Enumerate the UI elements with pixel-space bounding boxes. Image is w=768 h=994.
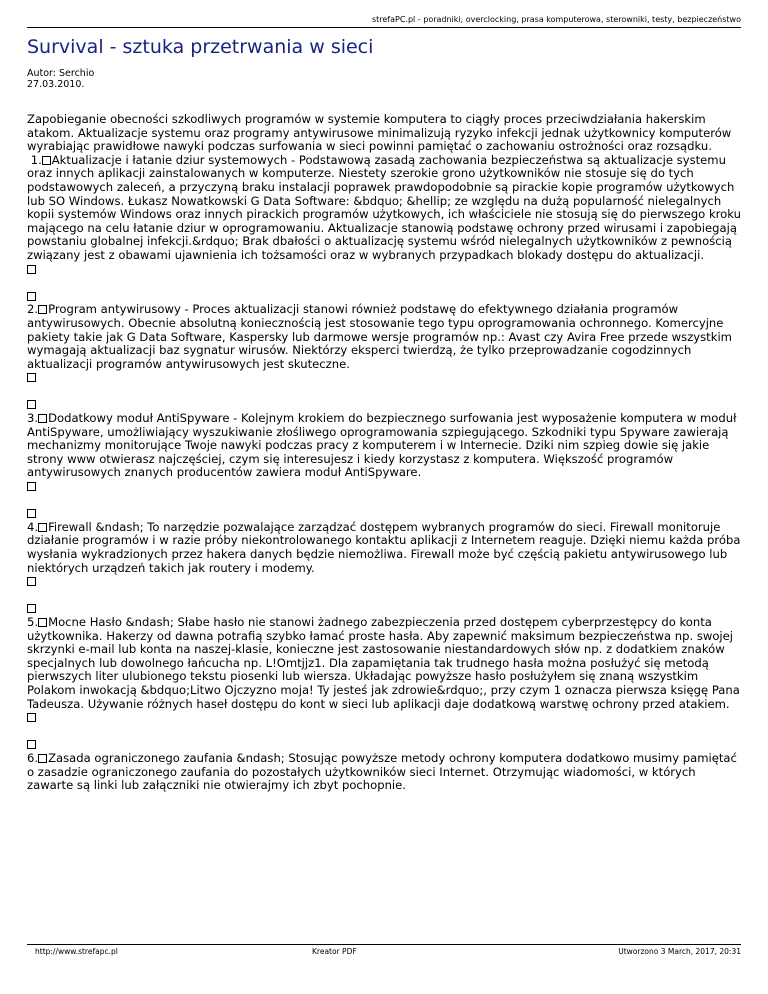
section-3 bbox=[27, 412, 741, 480]
missing-glyph-icon bbox=[38, 754, 47, 763]
article-author: Autor: Serchio bbox=[27, 68, 95, 79]
missing-glyph-icon bbox=[27, 713, 36, 722]
spacer bbox=[27, 494, 741, 508]
page-header: strefaPC.pl - poradniki, overclocking, prasa komputerowa, sterowniki, testy, bezpieczeństwo bbox=[371, 15, 741, 24]
footer-generator: Kreator PDF bbox=[312, 947, 357, 956]
section-text: Firewall &ndash; To narzędzie pozwalające zarządzać dostępem wybranych programów do sieci. Firewall monitoruje działanie programów i w razie próby niekontrolowanego kontaktu aplikacji z Internetem reaguje. Dzięki niemu każda próba wysłania wykradzionych przez hakera danych będzie niemożliwa. Firewall może być częścią pakietu antywirusowego lub niektórych urządzeń takich jak routery i modemy. bbox=[27, 519, 741, 575]
section-6 bbox=[27, 752, 741, 793]
missing-glyph-icon bbox=[38, 305, 47, 314]
section-4 bbox=[27, 521, 741, 575]
section-text: Dodatkowy moduł AntiSpyware - Kolejnym krokiem do bezpiecznego surfowania jest wyposażenie komputera w moduł AntiSpyware, umożliwiający wyszukiwanie złośliwego oprogramowania szpiegującego. Szkodniki typu Spyware zawierają mechanizmy monitorujące Twoje nawyki podczas pracy z komputerem i w Internecie. Dziki nim szpieg dowie się jakie strony www otwierasz najczęściej, czym się interesujesz i kiedy korzystasz z komputera. Większość programów antywirusowych znanych producentów zawiera moduł AntiSpyware. bbox=[27, 411, 737, 480]
separator-line bbox=[27, 371, 741, 385]
separator-line bbox=[27, 290, 741, 304]
separator-line bbox=[27, 711, 741, 725]
footer-created: Utworzono 3 March, 2017, 20:31 bbox=[618, 947, 741, 956]
section-text: Aktualizacje i łatanie dziur systemowych - Podstawową zasadą zachowania bezpieczeństwa są aktualizacje systemu oraz innych aplikacji zainstalowanych w komputerze. Niestety szerokie grono użytkowników nie stosuje się do tych podstawowych zaleceń, a przyczyną braku instalacji poprawek prawdopodobnie są pirackie kopie programów użytkowych lub SO Windows. Łukasz Nowatkowski G Data Software: &bdquo; &hellip; ze względu na dużą popularność nielegalnych kopii systemów Windows oraz innych pirackich programów użytkowych, ich właściciele nie stosują się do pierwszego kroku mającego na celu łatanie dziur w oprogramowaniu. Aktualizacje stanowią podstawę ochrony przed wirusami i zapobiegają powstaniu globalnej infekcji.&rdquo; Brak dbałości o aktualizację systemu wśród nielegalnych użytkowników z pewnością związany jest z obawami ujawnienia ich tożsamości oraz w wybranych przypadkach blokady dostępu do aktualizacji. bbox=[27, 152, 741, 262]
missing-glyph-icon bbox=[27, 373, 36, 382]
separator-line bbox=[27, 480, 741, 494]
missing-glyph-icon bbox=[27, 740, 36, 749]
footer-url: http://www.strefapc.pl bbox=[35, 947, 118, 956]
footer-divider bbox=[27, 944, 741, 945]
page-footer bbox=[27, 947, 741, 961]
missing-glyph-icon bbox=[27, 577, 36, 586]
article-meta bbox=[27, 68, 94, 90]
intro-paragraph: Zapobieganie obecności szkodliwych programów w systemie komputera to ciągły proces przeciwdziałania hakerskim atakom. Aktualizacje systemu oraz programy antywirusowe minimalizują ryzyko infekcji jednak użytkownicy komputerów wyrabiając prawidłowe nawyki podczas surfowania w sieci powinni pamiętać o zachowaniu ostrożności oraz rozsądku. bbox=[27, 112, 732, 154]
section-number: 2. bbox=[27, 302, 39, 317]
missing-glyph-icon bbox=[38, 618, 47, 627]
missing-glyph-icon bbox=[27, 292, 36, 301]
section-1 bbox=[27, 154, 741, 263]
article-body bbox=[27, 113, 741, 793]
separator-line bbox=[27, 575, 741, 589]
separator-line bbox=[27, 398, 741, 412]
spacer bbox=[27, 589, 741, 603]
missing-glyph-icon bbox=[27, 604, 36, 613]
missing-glyph-icon bbox=[27, 509, 36, 518]
article-title: Survival - sztuka przetrwania w sieci bbox=[27, 36, 374, 58]
separator-line bbox=[27, 602, 741, 616]
section-number: 5. bbox=[27, 614, 39, 629]
spacer bbox=[27, 385, 741, 399]
separator-line bbox=[27, 263, 741, 277]
section-number: 1. bbox=[30, 152, 42, 167]
separator-line bbox=[27, 507, 741, 521]
missing-glyph-icon bbox=[27, 265, 36, 274]
missing-glyph-icon bbox=[27, 482, 36, 491]
section-text: Mocne Hasło &ndash; Słabe hasło nie stanowi żadnego zabezpieczenia przed dostępem cyberprzestępcy do konta użytkownika. Hakerzy od dawna potrafią szybko łamać proste hasła. Aby zapewnić maksimum bezpieczeństwa np. swojej skrzynki e-mail lub konta na naszej-klasie, konieczne jest zastosowanie niestandardowych słów np. z dodatkiem znaków specjalnych lub dowolnego łańcucha np. L!Omtjjz1. Dla zapamiętania tak trudnego hasła można posłużyć się metodą pierwszych liter ulubionego tekstu piosenki lub wiersza. Układając powyższe hasło posłużyłem się znaną wszystkim Polakom inwokacją &bdquo;Litwo Ojczyzno moja! Ty jesteś jak zdrowie&rdquo;, przy czym 1 oznacza pierwsza księgę Pana Tadeusza. Używanie różnych haseł dostępu do kont w sieci lub aplikacji daje dodatkową warstwę ochrony przed atakiem. bbox=[27, 614, 740, 711]
section-text: Zasada ograniczonego zaufania &ndash; Stosując powyższe metody ochrony komputera dodatkowo musimy pamiętać o zasadzie ograniczonego zaufania do pozostałych użytkowników sieci Internet. Otrzymując wiadomości, w których zawarte są linki lub załączniki nie otwierajmy ich zbyt pochopnie. bbox=[27, 750, 737, 793]
section-2 bbox=[27, 303, 741, 371]
section-text: Program antywirusowy - Proces aktualizacji stanowi również podstawę do efektywnego działania programów antywirusowych. Obecnie absolutną koniecznością jest stosowanie tego typu oprogramowania ochronnego. Komercyjne pakiety takie jak G Data Software, Kaspersky lub darmowe wersje programów np.: Avast czy Avira Free przede wszystkim wymagają aktualizacji baz sygnatur wirusów. Niektórzy eksperci twierdzą, że tylko przeprowadzanie cogodzinnych aktualizacji programów antywirusowych jest skuteczne. bbox=[27, 302, 732, 371]
header-divider bbox=[27, 27, 741, 28]
section-number: 3. bbox=[27, 411, 39, 426]
section-number: 6. bbox=[27, 750, 39, 765]
missing-glyph-icon bbox=[38, 523, 47, 532]
separator-line bbox=[27, 738, 741, 752]
section-number: 4. bbox=[27, 519, 39, 534]
article-date: 27.03.2010. bbox=[27, 79, 85, 90]
spacer bbox=[27, 276, 741, 290]
spacer bbox=[27, 725, 741, 739]
missing-glyph-icon bbox=[38, 414, 47, 423]
missing-glyph-icon bbox=[27, 400, 36, 409]
section-5 bbox=[27, 616, 741, 711]
missing-glyph-icon bbox=[42, 156, 51, 165]
